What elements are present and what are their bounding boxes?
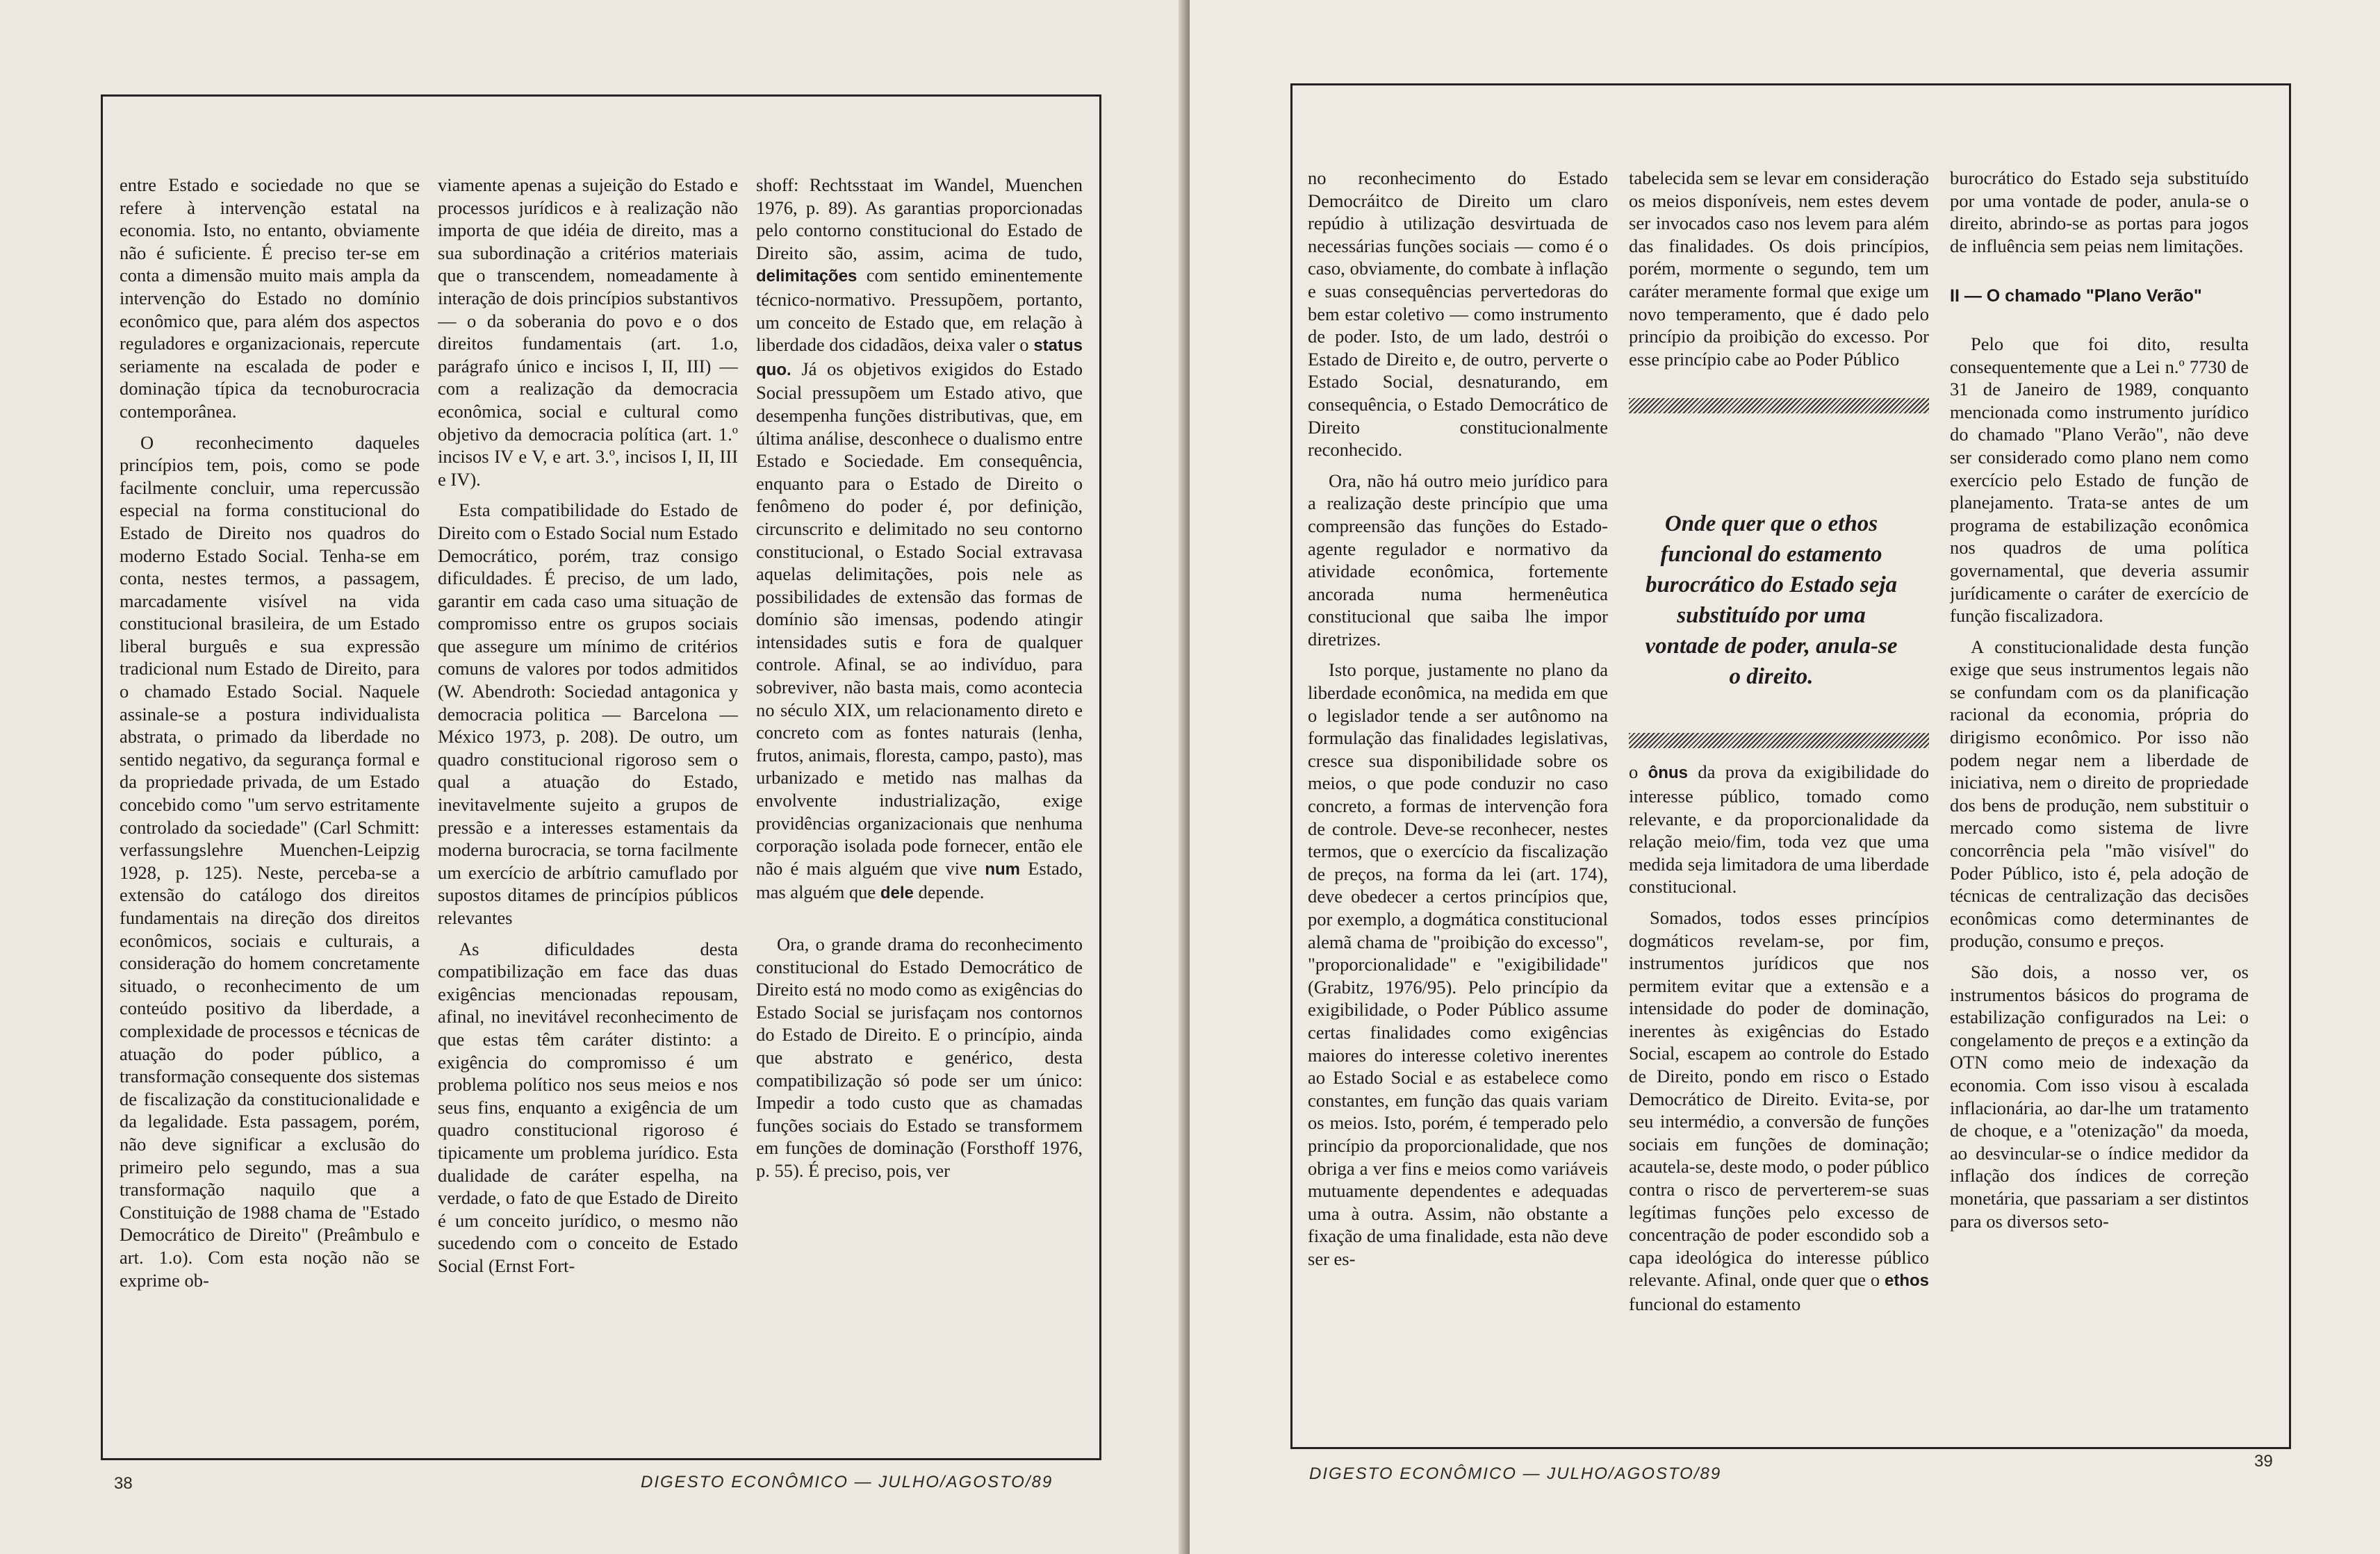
right-page bbox=[1190, 0, 2380, 1554]
paragraph: viamente apenas a sujeição do Estado e processos jurídicos e à realização não importa de que idéia de direito, mas a sua subordinação a critérios materiais que o transcendem, nomeadamente à interação de dois princípios substantivos — o da soberania do povo e o dos direitos fundamentais (art. 1.o, parágrafo único e incisos I, II, III) — com a realização da democracia econômica, social e cultural como objetivo da democracia política (art. 1.º incisos IV e V, e art. 3.º, incisos I, II, III e IV). bbox=[438, 174, 738, 490]
paragraph: no reconhecimento do Estado Democráitco de Direito um claro repúdio à utilização desvirtuada de necessárias funções sociais — como é o caso, obviamente, do combate à inflação e suas consequências pervertedoras do bem estar coletivo — como instrumento de poder. Isto, de um lado, destrói o Estado de Direito e, de outro, perverte o Estado Social, desnaturando, em consequência, o Estado Democrático de Direito constitucionalmente reconhecido. bbox=[1308, 167, 1608, 461]
left-column-2 bbox=[438, 174, 738, 1417]
pullquote: Onde quer que o ethos funcional do estamento burocrático do Estado seja substituído por uma vontade de poder, anula-se o direito. bbox=[1645, 511, 1898, 689]
page-number: 38 bbox=[114, 1474, 133, 1493]
paragraph: Pelo que foi dito, resulta consequentemente que a Lei n.º 7730 de 31 de Janeiro de 1989, conquanto mencionada como instrumento jurídico do chamado "Plano Verão", não deve ser considerado como plano nem como exercício pelo Estado de função de planejamento. Trata-se antes de um programa de estabilização econômica nos quadros de uma política governamental, que deveria assumir jurídicamente o caráter de exercício de função fiscalizadora. bbox=[1950, 333, 2249, 627]
paragraph: A constitucionalidade desta função exige que seus instrumentos legais não se confundam com os da planificação racional da economia, própria do dirigismo econômico. Por isso não podem negar nem a liberdade de iniciativa, nem o direito de propriedade dos bens de produção, nem substituir o mercado como sistema de livre concorrência pela "mão visível" do Poder Público, isto é, pela adoção de técnicas de centralização das decisões econômicas como determinantes de produção, consumo e preços. bbox=[1950, 636, 2249, 952]
bold-term: delimitações bbox=[756, 267, 857, 286]
bold-term: status quo. bbox=[756, 336, 1083, 379]
paragraph: entre Estado e sociedade no que se refere à intervenção estatal na economia. Isto, no entanto, obviamente não é suficiente. É preciso ter-se em conta a dimensão muito mais ampla da intervenção do Estado no domínio econômico que, para além dos aspectos reguladores e organizacionais, repercute seriamente na escalada de poder e dominação típica da tecnoburocracia contemporânea. bbox=[120, 174, 420, 422]
right-column-2 bbox=[1629, 167, 1929, 1424]
paragraph: burocrático do Estado seja substituído por uma vontade de poder, anula-se o direito, abrindo-se as portas para jogos de influência sem peias nem limitações. bbox=[1950, 167, 2249, 256]
paragraph: Isto porque, justamente no plano da liberdade econômica, na medida em que o legislador tende a ser autônomo na formulação das finalidades legislativas, cresce sua disponibilidade sobre os meios, o que pode conduzir no caso concreto, a formas de intervenção fora de controle. Deve-se reconhecer, nestes termos, que o exercício da fiscalização de preços, na forma da lei (art. 174), deve obedecer a certos princípios que, por exemplo, a dogmática constitucional alemã chama de "proibição do excesso", "proporcionalidade" e "exigibilidade" (Grabitz, 1976/95). Pelo princípio da exigibilidade, o Poder Público assume certas finalidades como exigências maiores do interesse coletivo inerentes ao Estado Social e as estabelece como constantes, em função das quais variam os meios. Isto, porém, é temperado pelo princípio da proporcionalidade, que nos obriga a ver fins e meios como variáveis mutuamente dependentes e adequadas uma à outra. Assim, não obstante a fixação de uma finalidade, esta não deve ser es- bbox=[1308, 659, 1608, 1269]
pullquote-rule-bottom bbox=[1629, 733, 1929, 748]
bold-term: num bbox=[985, 859, 1021, 879]
paragraph: shoff: Rechtsstaat im Wandel, Muenchen 1976, p. 89). As garantias proporcionadas pelo contorno constitucional do Estado de Direito são, assim, acima de tudo, delimitações com sentido eminentemente técnico-normativo. Pressupõem, portanto, um conceito de Estado que, em relação à liberdade dos cidadãos, deixa valer o status quo. Já os objetivos exigidos do Estado Social pressupõem um Estado ativo, que desempenha funções distributivas, que, em última análise, desconhece o dualismo entre Estado e Sociedade. Em consequência, enquanto para o Estado de Direito o fenômeno do poder é, por definição, circunscrito e delimitado no seu contorno constitucional, o Estado Social extravasa aquelas delimitações, pois nele as possibilidades de extensão das formas de domínio são imensas, podendo atingir intensidades sutis e fora de qualquer controle. Afinal, se ao indivíduo, para sobreviver, não basta mais, como acontecia no século XIX, um relacionamento direto e concreto com as fontes naturais (lenha, frutos, animais, floresta, campo, pasto), mas urbanizado e metido nas malhas da envolvente industrialização, exige providências organizacionais que nenhuma corporação isolada pode fornecer, então ele não é mais alguém que vive num Estado, mas alguém que dele depende. bbox=[756, 174, 1083, 903]
paragraph: Esta compatibilidade do Estado de Direito com o Estado Social num Estado Democrático, porém, traz consigo dificuldades. É preciso, de um lado, garantir em cada caso uma situação de compromisso entre os grupos sociais que assegure um mínimo de critérios comuns de valores por todos admitidos (W. Abendroth: Sociedad antagonica y democracia politica — Barcelona — México 1973, p. 208). De outro, um quadro constitucional rigoroso sem o qual a atuação do Estado, inevitavelmente sujeito a grupos de pressão e a interesses estamentais da moderna burocracia, se torna facilmente um exercício de arbítrio camuflado por supostos ditames de princípios públicos relevantes bbox=[438, 499, 738, 928]
page-footer: DIGESTO ECONÔMICO — JULHO/AGOSTO/89 bbox=[641, 1473, 1053, 1491]
pullquote-rule-top bbox=[1629, 398, 1929, 413]
page-number: 39 bbox=[2254, 1452, 2273, 1471]
paragraph: tabelecida sem se levar em consideração os meios disponíveis, nem estes devem ser invocados caso nos levem para além das finalidades. Os dois princípios, porém, mormente o segundo, tem um caráter meramente formal que exige um novo temperamento, que é dado pelo princípio da proibição do excesso. Por esse princípio cabe ao Poder Público bbox=[1629, 167, 1929, 370]
paragraph: Ora, não há outro meio jurídico para a realização deste princípio que uma compreensão das funções do Estado-agente regulador e normativo da atividade econômica, fortemente ancorada numa hermenêutica constitucional que saiba lhe impor diretrizes. bbox=[1308, 470, 1608, 650]
bold-term: dele bbox=[880, 884, 914, 903]
left-column-3 bbox=[756, 174, 1083, 1417]
paragraph: Somados, todos esses princípios dogmáticos revelam-se, por fim, instrumentos jurídicos que nos permitem evitar que a extensão e a intensidade do poder de dominação, inerentes às exigências do Estado Social, escapem ao controle do Estado de Direito, pondo em risco o Estado Democrático de Direito. Evita-se, por seu intermédio, a conversão de funções sociais em funções de dominação; acautela-se, deste modo, o poder público contra o risco de perverterem-se suas legítimas funções pelo excesso de concentração de poder escondido sob a capa ideológica do interesse público relevante. Afinal, onde quer que o ethos funcional do estamento bbox=[1629, 907, 1929, 1314]
paragraph: As dificuldades desta compatibilização em face das duas exigências mencionadas repousam, afinal, no inevitável reconhecimento de que estas têm caráter distinto: a exigência do compromisso é um problema político nos seus meios e nos seus fins, enquanto a exigência de um quadro constitucional rigoroso é tipicamente um problema jurídico. Esta dualidade de caráter espelha, na verdade, o fato de que Estado de Direito é um conceito jurídico, o mesmo não sucedendo com o conceito de Estado Social (Ernst Fort- bbox=[438, 938, 738, 1276]
bold-term: ônus bbox=[1648, 763, 1688, 783]
right-column-3 bbox=[1950, 167, 2249, 1424]
page-footer: DIGESTO ECONÔMICO — JULHO/AGOSTO/89 bbox=[1309, 1464, 1722, 1483]
paragraph: Ora, o grande drama do reconhecimento constitucional do Estado Democrático de Direito está no modo como as exigências do Estado Social se jurisfaçam nos contornos do Estado de Direito. E o princípio, ainda que abstrato e genérico, desta compatibilização só pode ser um único: Impedir a todo custo que as chamadas funções sociais do Estado se transformem em funções de dominação (Forsthoff 1976, p. 55). É preciso, pois, ver bbox=[756, 934, 1083, 1181]
paragraph: São dois, a nosso ver, os instrumentos básicos do programa de estabilização configurados na Lei: o congelamento de preços e a extinção da OTN como meio de indexação da economia. Com isso visou à escalada inflacionária, ao dar-lhe um tratamento de choque, e a "otenização" da moeda, ao desvincular-se o índice medidor da inflação dos índices de correção monetária, que passariam a ser distintos para os diversos seto- bbox=[1950, 961, 2249, 1232]
paragraph: o ônus da prova da exigibilidade do interesse público, tomado como relevante, e da proporcionalidade da relação meio/fim, toda vez que uma medida seja limitadora de uma liberdade constitucional. bbox=[1629, 761, 1929, 898]
paragraph: O reconhecimento daqueles princípios tem, pois, como se pode facilmente concluir, uma repercussão especial na forma constitucional do Estado de Direito nos quadros do moderno Estado Social. Tenha-se em conta, nestes termos, a passagem, marcadamente visível na vida constitucional brasileira, de um Estado liberal burguês e sua expressão tradicional num Estado de Direito, para o chamado Estado Social. Naquele assinale-se a postura individualista abstrata, o primado da liberdade no sentido negativo, da segurança formal e da propriedade privada, de um Estado concebido como "um servo estritamente controlado da sociedade" (Carl Schmitt: verfassungslehre Muenchen-Leipzig 1928, p. 125). Neste, perceba-se a extensão do catálogo dos direitos fundamentais na direção dos direitos econômicos, sociais e culturais, a consideração do homem concretamente situado, o reconhecimento de um conteúdo positivo da liberdade, a complexidade de processos e técnicas de atuação do poder público, a transformação consequente dos sistemas de fiscalização da constitucionalidade e da legalidade. Esta passagem, porém, não deve significar a exclusão do primeiro pelo segundo, mas a sua transformação naquilo que a Constituição de 1988 chama de "Estado Democrático de Direito" (Preâmbulo e art. 1.o). Com esta noção não se exprime ob- bbox=[120, 431, 420, 1291]
right-column-1 bbox=[1308, 167, 1608, 1424]
bold-term: ethos bbox=[1885, 1271, 1929, 1291]
left-column-1 bbox=[120, 174, 420, 1417]
section-heading: II — O chamado "Plano Verão" bbox=[1950, 286, 2202, 306]
